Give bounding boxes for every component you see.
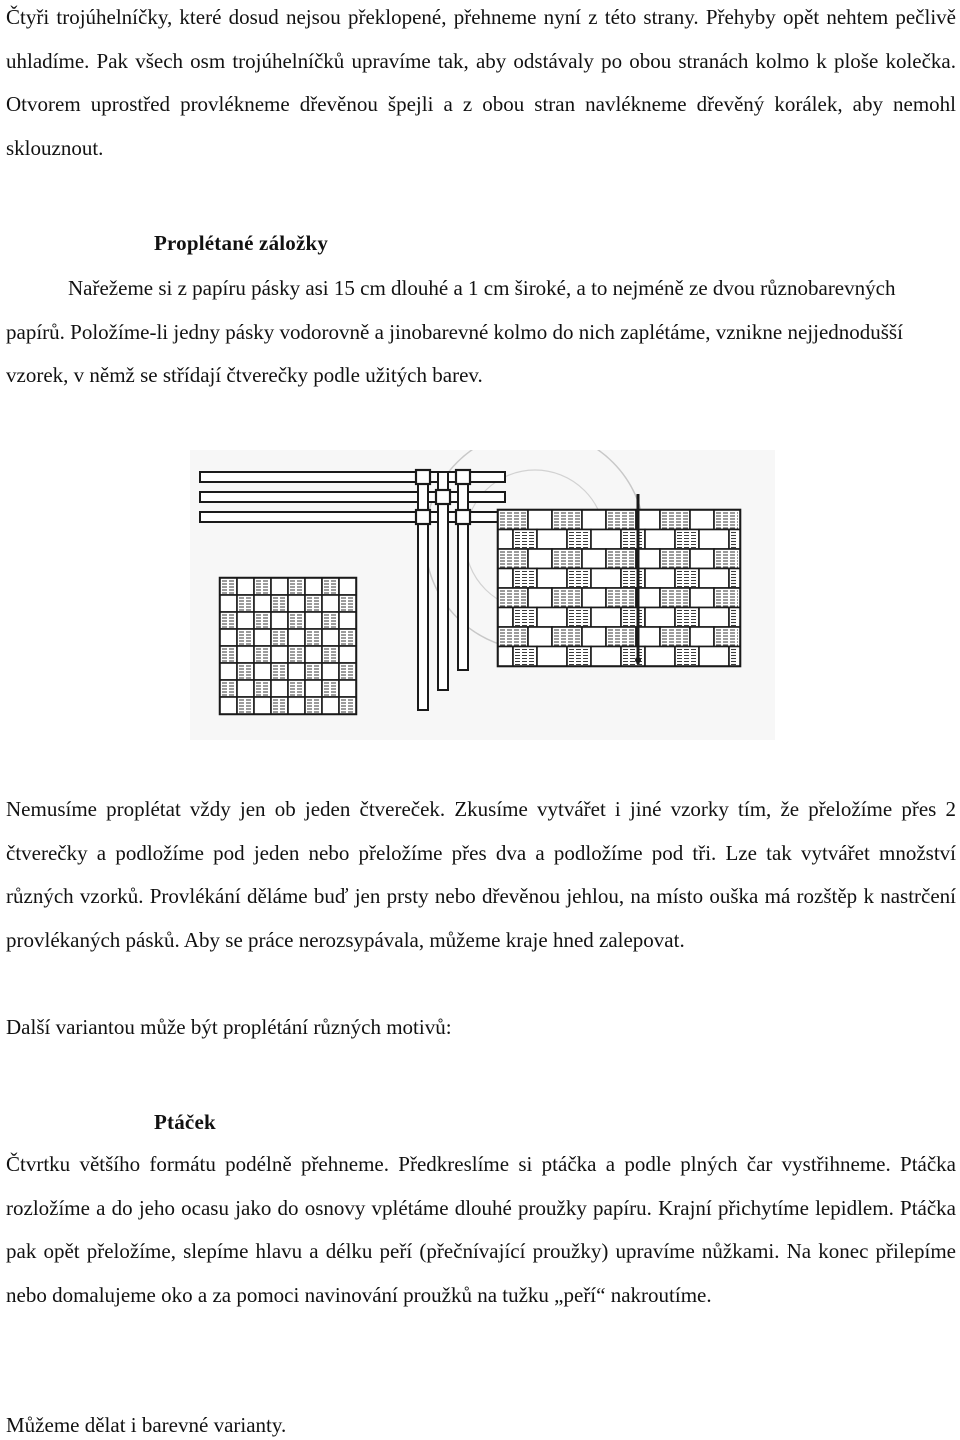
plain-brick xyxy=(645,608,675,628)
plain-brick xyxy=(591,608,621,628)
strip-crossing xyxy=(416,510,430,524)
plain-brick xyxy=(528,627,552,647)
plain-brick xyxy=(636,549,660,569)
plain-brick xyxy=(528,549,552,569)
vertical-strip xyxy=(418,472,428,710)
plain-brick xyxy=(690,588,714,608)
plain-brick xyxy=(498,569,513,589)
plain-brick xyxy=(699,530,729,550)
plain-cell xyxy=(237,578,254,595)
plain-cell xyxy=(305,646,322,663)
plain-brick xyxy=(699,647,729,667)
plain-brick xyxy=(636,588,660,608)
plain-brick xyxy=(645,647,675,667)
plain-cell xyxy=(254,697,271,714)
plain-cell xyxy=(322,697,339,714)
plain-cell xyxy=(305,680,322,697)
plain-cell xyxy=(220,595,237,612)
plain-cell xyxy=(271,680,288,697)
plain-brick xyxy=(690,549,714,569)
plain-brick xyxy=(699,608,729,628)
plain-cell xyxy=(339,578,356,595)
plain-brick xyxy=(528,588,552,608)
plain-cell xyxy=(220,629,237,646)
plain-cell xyxy=(220,663,237,680)
plain-brick xyxy=(645,569,675,589)
proplatani-paragraph: Nemusíme proplétat vždy jen ob jeden čtvereček. Zkusíme vytvářet i jiné vzorky tím, že přeložíme přes 2 čtverečky a podložíme pod jeden nebo přeložíme přes dva a podložíme pod tři. Lze tak vytvářet množství různých vzorků. Provlékání děláme buď jen prsty nebo dřevěnou jehlou, na místo ouška má rozštěp k nastrčení provlékaných pásků. Aby se práce nerozsypávala, můžeme kraje hned zalepovat. xyxy=(6,797,956,952)
strip-crossing xyxy=(456,510,470,524)
plain-cell xyxy=(288,697,305,714)
plain-cell xyxy=(339,680,356,697)
checkerboard-weave-drawing xyxy=(220,578,356,714)
plain-brick xyxy=(699,569,729,589)
section-heading-ptacek: Ptáček xyxy=(154,1110,216,1134)
plain-cell xyxy=(237,680,254,697)
plain-cell xyxy=(339,612,356,629)
plain-cell xyxy=(271,578,288,595)
plain-brick xyxy=(591,530,621,550)
plain-brick xyxy=(582,627,606,647)
plain-cell xyxy=(237,612,254,629)
plain-cell xyxy=(288,629,305,646)
strip-crossing xyxy=(456,470,470,484)
plain-cell xyxy=(254,663,271,680)
plain-cell xyxy=(339,646,356,663)
plain-brick xyxy=(537,569,567,589)
plain-brick xyxy=(645,530,675,550)
plain-cell xyxy=(288,595,305,612)
dalsi-varianta-line: Další variantou může být proplétání různých motivů: xyxy=(6,1015,452,1039)
plain-brick xyxy=(591,647,621,667)
plain-cell xyxy=(220,697,237,714)
plain-cell xyxy=(322,663,339,680)
plain-brick xyxy=(537,647,567,667)
plain-brick xyxy=(582,549,606,569)
plain-brick xyxy=(636,510,660,530)
needle-eye xyxy=(635,657,641,663)
plain-cell xyxy=(322,629,339,646)
plain-brick xyxy=(537,608,567,628)
plain-brick xyxy=(528,510,552,530)
plain-cell xyxy=(271,612,288,629)
weaving-illustration xyxy=(190,450,775,740)
plain-brick xyxy=(636,627,660,647)
ptacek-paragraph: Čtvrtku většího formátu podélně přehneme. Předkreslíme si ptáčka a podle plných čar vystřihneme. Ptáčka rozložíme a do jeho ocasu jako do osnovy vplétáme dlouhé proužky papíru. Krajní přichytíme lepidlem. Ptáčka pak opět přeložíme, slepíme hlavu a délku peří (přečnívající proužky) upravíme nůžkami. Na konec přilepíme nebo domalujeme oko a za pomoci navinování proužků na tužku „peří“ nakroutíme. xyxy=(6,1152,956,1307)
intro-paragraph: Čtyři trojúhelníčky, které dosud nejsou překlopené, přehneme nyní z této strany. Přehyby opět nehtem pečlivě uhladíme. Pak všech osm trojúhelníčků upravíme tak, aby odstávaly po obou stranách kolmo k ploše kolečka. Otvorem uprostřed provlékneme dřevěnou špejli a z obou stran navlékneme dřevěný korálek, aby nemohl sklouznout. xyxy=(6,5,956,160)
plain-brick xyxy=(498,608,513,628)
plain-cell xyxy=(305,578,322,595)
plain-cell xyxy=(237,646,254,663)
vertical-strip xyxy=(458,472,468,670)
plain-cell xyxy=(288,663,305,680)
closing-line: Můžeme dělat i barevné varianty. xyxy=(6,1413,287,1437)
plain-cell xyxy=(254,595,271,612)
plain-cell xyxy=(271,646,288,663)
brick-weave-drawing xyxy=(498,494,740,666)
propletane-zalozky-paragraph: Nařežeme si z papíru pásky asi 15 cm dlouhé a 1 cm široké, a to nejméně ze dvou různobarevných papírů. Položíme-li jedny pásky vodorovně a jinobarevné kolmo do nich zaplétáme, vznikne nejjednodušší vzorek, v němž se střídají čtverečky podle užitých barev. xyxy=(6,276,903,387)
plain-cell xyxy=(322,595,339,612)
plain-cell xyxy=(305,612,322,629)
plain-brick xyxy=(582,588,606,608)
strip-crossing xyxy=(436,490,450,504)
plain-brick xyxy=(498,530,513,550)
plain-brick xyxy=(690,510,714,530)
plain-brick xyxy=(498,647,513,667)
plain-cell xyxy=(254,629,271,646)
plain-brick xyxy=(582,510,606,530)
section-heading-propletane-zalozky: Proplétané záložky xyxy=(154,231,329,255)
strip-crossing xyxy=(416,470,430,484)
plain-brick xyxy=(537,530,567,550)
plain-brick xyxy=(591,569,621,589)
plain-brick xyxy=(690,627,714,647)
